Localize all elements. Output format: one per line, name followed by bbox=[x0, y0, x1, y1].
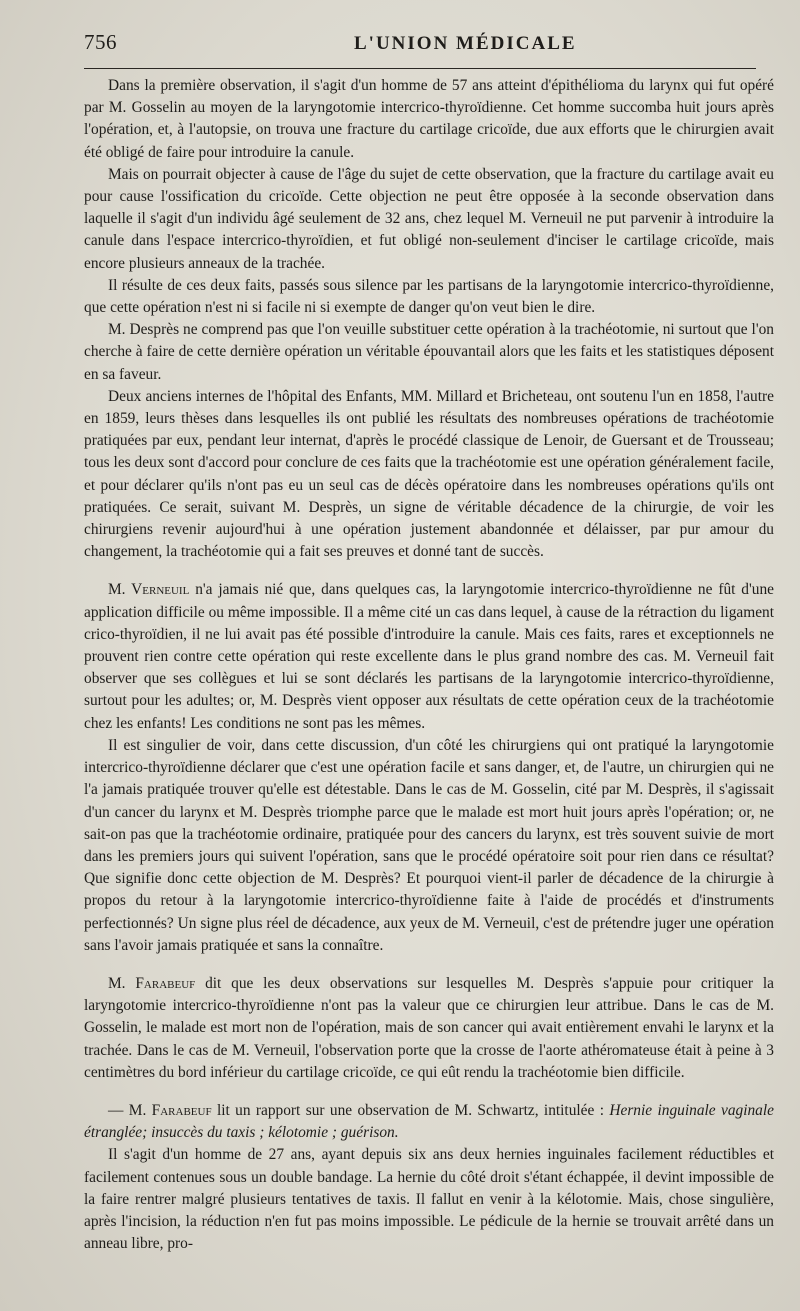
section-gap bbox=[84, 957, 774, 973]
paragraph-verneuil-reply bbox=[84, 579, 774, 734]
paragraph-result: Il résulte de ces deux faits, passés sous silence par les partisans de la laryngotomie intercrico-thyroïdienne, que cette opération n'est ni si facile ni si exempte de danger qu'on veut bien le dire. bbox=[84, 276, 774, 317]
paragraph-report bbox=[84, 1100, 774, 1144]
section-gap bbox=[84, 563, 774, 579]
paragraph-text: lit un rapport sur une observation de M. Schwartz, intitulée : bbox=[216, 1101, 604, 1119]
page-number: 756 bbox=[84, 30, 117, 54]
paragraph-internes: Deux anciens internes de l'hôpital des Enfants, MM. Millard et Bricheteau, ont soutenu l'un en 1858, l'autre en 1859, leurs thèses dans lesquelles ils ont publié les résultats des nombreuses opérations de trachéotomie pratiquées par eux, pendant leur internat, d'après le procédé classique de Lenoir, de Guersant et de Trousseau; tous les deux sont d'accord pour conclure de ces faits que la trachéotomie est une opération généralement facile, et pour déclarer qu'ils n'ont pas eu un seul cas de décès opératoire dans les nombreuses opérations qu'ils ont pratiquées. Ce serait, suivant M. Desprès, un signe de véritable décadence de la chirurgie, de voir les chirurgiens revenir aujourd'hui à une opération justement abandonnée et délaisser, par pur amour du changement, la trachéotomie qui a fait ses preuves et donné tant de succès. bbox=[84, 387, 774, 561]
paragraph-gosselin-case: Dans la première observation, il s'agit d'un homme de 57 ans atteint d'épithélioma du larynx qui fut opéré par M. Gosselin au moyen de la laryngotomie intercrico-thyroïdienne. Cet homme succomba huit jours après l'opération, et, à l'autopsie, on trouva une fracture du cartilage cricoïde, due aux efforts que le chirurgien avait été obligé de faire pour introduire la canule. bbox=[84, 77, 774, 161]
page-header bbox=[84, 30, 774, 64]
paragraph-singulier: Il est singulier de voir, dans cette discussion, d'un côté les chirurgiens qui ont pratiqué la laryngotomie intercrico-thyroïdienne déclarer que c'est une opération facile et sans danger, et, de l'autre, un chirurgien qui ne l'a jamais pratiquée trouver qu'elle est détestable. Dans le cas de M. Gosselin, cité par M. Desprès, il s'agissait d'un cancer du larynx et M. Desprès triomphe parce que le malade est mort huit jours après l'opération; or, ne sait-on pas que la trachéotomie ordinaire, pratiquée pour des cancers du larynx, est très souvent suivie de mort dans les premiers jours qui suivent l'opération, sans que le procédé opératoire soit pour rien dans ce résultat? Que signifie donc cette objection de M. Desprès? Et pourquoi vient-il parler de décadence de la chirurgie à propos du retour à la laryngotomie intercrico-thyroïdienne faite à l'aide de procédés et d'instruments perfectionnés? Un signe plus réel de décadence, aux yeux de M. Verneuil, c'est de prétendre juger une opération sans l'avoir jamais pratiquée et sans la connaître. bbox=[84, 736, 774, 954]
speaker-name: M. Farabeuf bbox=[108, 974, 196, 992]
section-gap bbox=[84, 1084, 774, 1100]
paragraph-text: dit que les deux observations sur lesquelles M. Desprès s'appuie pour critiquer la laryngotomie intercrico-thyroïdienne n'ont pas la valeur que ce chirurgien leur attribue. Dans le cas de M. Gosselin, le malade est mort non de l'opération, mais de son cancer qui avait entièrement envahi le larynx et la trachée. Dans le cas de M. Verneuil, l'observation porte que la crosse de l'aorte athéromateuse était à peine à 3 centimètres du bord inférieur du cartilage cricoïde, ce qui eût rendu la trachéotomie bien difficile. bbox=[84, 974, 774, 1081]
paragraph-despres: M. Desprès ne comprend pas que l'on veuille substituer cette opération à la trachéotomie, ni surtout que l'on cherche à faire de cette dernière opération un véritable épouvantail alors que les faits et les statistiques déposent en sa faveur. bbox=[84, 321, 774, 383]
header-rule bbox=[84, 68, 756, 69]
speaker-name: M. Verneuil bbox=[108, 581, 190, 599]
speaker-name: — M. Farabeuf bbox=[108, 1101, 212, 1119]
running-title: L'UNION MÉDICALE bbox=[354, 33, 577, 54]
paragraph-text: n'a jamais nié que, dans quelques cas, la laryngotomie intercrico-thyroïdienne ne fût d'une application difficile ou même impossible. Il a même cité un cas dans lequel, à cause de la rétraction du ligament crico-thyroïdien, il ne lui avait pas été possible d'introduire la canule. Mais ces faits, rares et exceptionnels ne prouvent rien contre cette opération qui reste excellente dans le plus grand nombre des cas. M. Verneuil fait observer que ses collègues et lui se sont déclarés les partisans de la laryngotomie intercrico-thyroïdienne, surtout pour les adultes; or, M. Desprès vient opposer aux résultats de cette opération ceux de la trachéotomie chez les enfants! Les conditions ne sont pas les mêmes. bbox=[84, 581, 774, 732]
report-title: Hernie inguinale vaginale étranglée; insuccès du taxis ; kélotomie ; guérison. bbox=[84, 1101, 774, 1142]
paragraph-hernie-case: Il s'agit d'un homme de 27 ans, ayant depuis six ans deux hernies inguinales facilement réductibles et facilement contenues sous un double bandage. La hernie du côté droit s'étant échappée, il devint impossible de la faire rentrer malgré plusieurs tentatives de taxis. Il fallut en venir à la kélotomie. Mais, chose singulière, après l'incision, la réduction n'en fut pas moins impossible. Le pédicule de la hernie se trouvait arrêté dans un anneau libre, pro- bbox=[84, 1146, 774, 1253]
paragraph-farabeuf bbox=[84, 973, 774, 1084]
paragraph-verneuil-case: Mais on pourrait objecter à cause de l'âge du sujet de cette observation, que la fracture du cartilage avait eu pour cause l'ossification du cricoïde. Cette objection ne peut être opposée à la seconde observation dans laquelle il s'agit d'un individu âgé seulement de 32 ans, chez lequel M. Verneuil ne put parvenir à introduire la canule dans l'espace intercrico-thyroïdien, et fut obligé non-seulement d'inciser le cartilage cricoïde, mais encore plusieurs anneaux de la trachée. bbox=[84, 165, 774, 272]
